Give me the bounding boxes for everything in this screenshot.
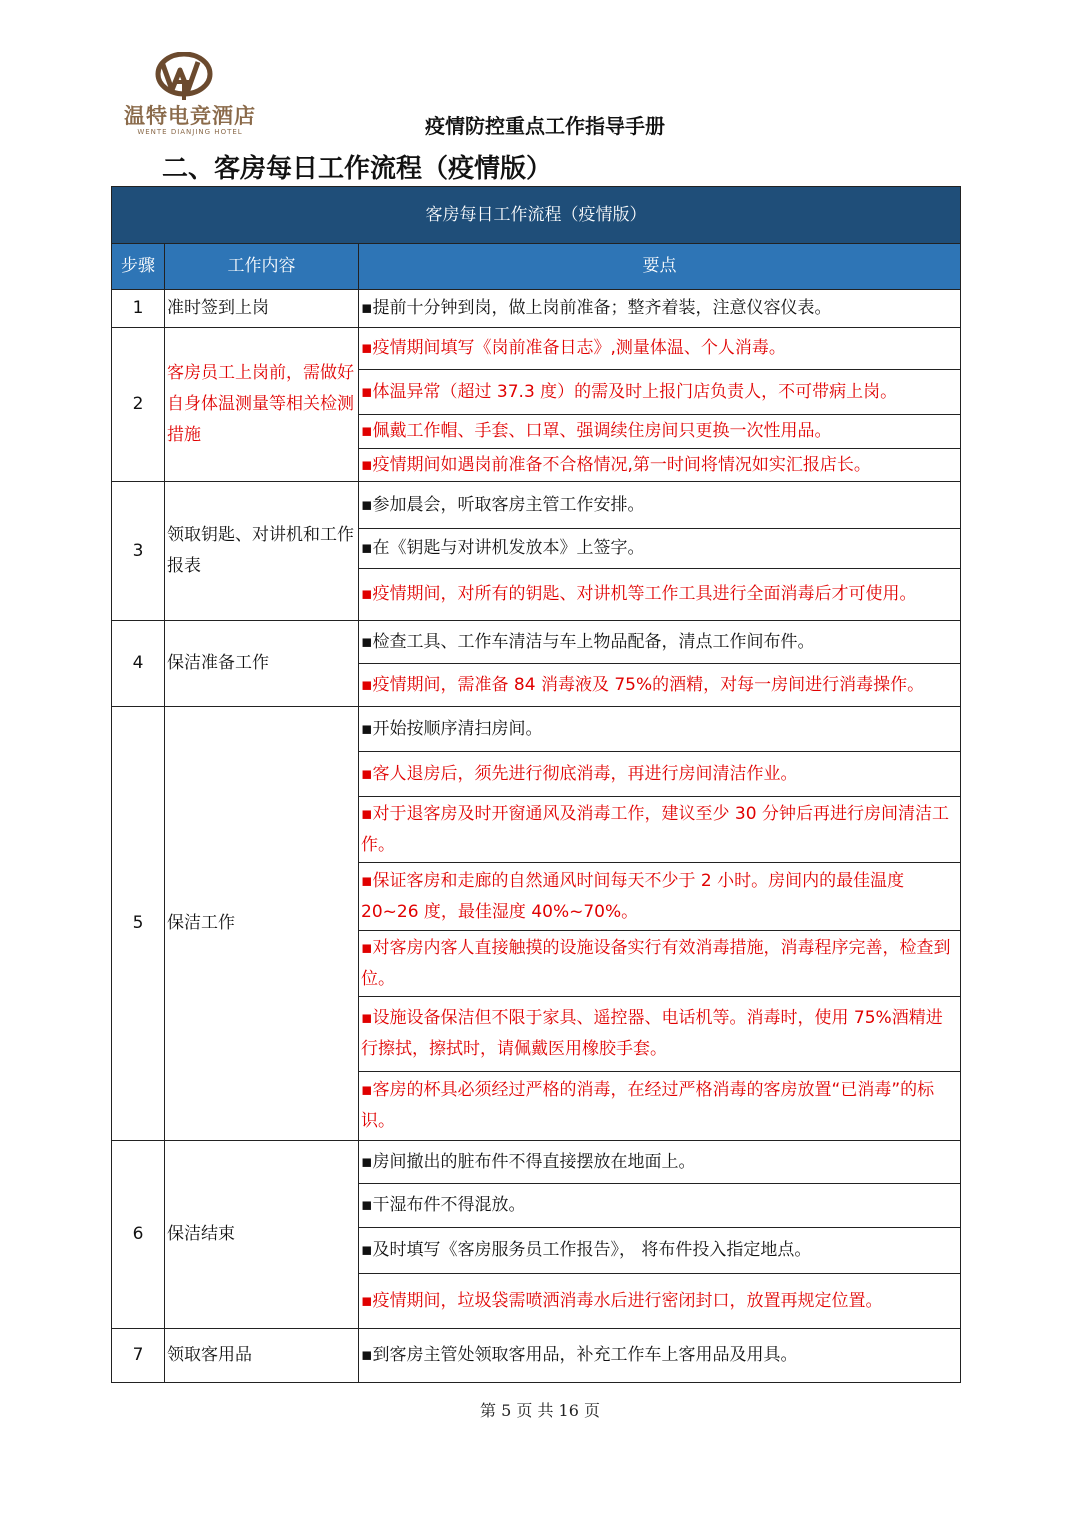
logo-text: 温特电竞酒店 xyxy=(124,104,256,128)
key-point: ▪开始按顺序清扫房间。 xyxy=(359,707,961,752)
key-point: ▪佩戴工作帽、手套、口罩、强调续住房间只更换一次性用品。 xyxy=(359,415,961,449)
work-content: 保洁结束 xyxy=(165,1141,359,1329)
key-point: ▪体温异常（超过 37.3 度）的需及时上报门店负责人，不可带病上岗。 xyxy=(359,370,961,415)
work-content: 客房员工上岗前，需做好自身体温测量等相关检测措施 xyxy=(165,328,359,482)
document-title: 疫情防控重点工作指导手册 xyxy=(425,114,665,138)
key-point: ▪疫情期间，垃圾袋需喷洒消毒水后进行密闭封口，放置再规定位置。 xyxy=(359,1274,961,1329)
key-point: ▪在《钥匙与对讲机发放本》上签字。 xyxy=(359,529,961,569)
key-point: ▪疫情期间，需准备 84 消毒液及 75%的酒精，对每一房间进行消毒操作。 xyxy=(359,664,961,707)
key-point: ▪疫情期间填写《岗前准备日志》,测量体温、个人消毒。 xyxy=(359,328,961,370)
key-point: ▪对于退客房及时开窗通风及消毒工作，建议至少 30 分钟后再进行房间清洁工作。 xyxy=(359,797,961,863)
key-point: ▪客人退房后，须先进行彻底消毒，再进行房间清洁作业。 xyxy=(359,752,961,797)
key-point: ▪提前十分钟到岗，做上岗前准备；整齐着装，注意仪容仪表。 xyxy=(359,290,961,328)
header-points: 要点 xyxy=(359,244,961,290)
key-point: ▪房间撤出的脏布件不得直接摆放在地面上。 xyxy=(359,1141,961,1184)
table-row xyxy=(112,1141,961,1184)
key-point: ▪到客房主管处领取客用品，补充工作车上客用品及用具。 xyxy=(359,1329,961,1383)
table-header-row xyxy=(112,244,961,290)
key-point: ▪对客房内客人直接触摸的设施设备实行有效消毒措施，消毒程序完善，检查到位。 xyxy=(359,931,961,997)
table-row xyxy=(112,482,961,529)
logo-subtext: WENTE DIANJING HOTEL xyxy=(137,128,243,136)
table-row xyxy=(112,707,961,752)
page-footer: 第 5 页 共 16 页 xyxy=(480,1401,600,1420)
key-point: ▪设施设备保洁但不限于家具、遥控器、电话机等。消毒时，使用 75%酒精进行擦拭，擦拭时，请佩戴医用橡胶手套。 xyxy=(359,997,961,1072)
key-point: ▪参加晨会，听取客房主管工作安排。 xyxy=(359,482,961,529)
step-number: 3 xyxy=(112,482,165,621)
work-content: 领取客用品 xyxy=(165,1329,359,1383)
section-title: 二、客房每日工作流程（疫情版） xyxy=(162,154,553,184)
key-point: ▪及时填写《客房服务员工作报告》， 将布件投入指定地点。 xyxy=(359,1228,961,1274)
hotel-logo xyxy=(110,52,270,134)
work-content: 保洁工作 xyxy=(165,707,359,1141)
header-content: 工作内容 xyxy=(165,244,359,290)
work-content: 领取钥匙、对讲机和工作报表 xyxy=(165,482,359,621)
step-number: 1 xyxy=(112,290,165,328)
table-banner-row xyxy=(112,187,961,244)
table-row xyxy=(112,1329,961,1383)
workflow-table xyxy=(111,186,961,1383)
table-row xyxy=(112,290,961,328)
header-step: 步骤 xyxy=(112,244,165,290)
step-number: 6 xyxy=(112,1141,165,1329)
step-number: 2 xyxy=(112,328,165,482)
key-point: ▪检查工具、工作车清洁与车上物品配备，清点工作间布件。 xyxy=(359,621,961,664)
table-banner: 客房每日工作流程（疫情版） xyxy=(112,187,961,244)
step-number: 4 xyxy=(112,621,165,707)
key-point: ▪干湿布件不得混放。 xyxy=(359,1184,961,1228)
key-point: ▪疫情期间，对所有的钥匙、对讲机等工作工具进行全面消毒后才可使用。 xyxy=(359,569,961,621)
key-point: ▪疫情期间如遇岗前准备不合格情况,第一时间将情况如实汇报店长。 xyxy=(359,449,961,482)
key-point: ▪保证客房和走廊的自然通风时间每天不少于 2 小时。房间内的最佳温度 20~26 度，最佳湿度 40%~70%。 xyxy=(359,863,961,931)
table-row xyxy=(112,328,961,370)
table-row xyxy=(112,621,961,664)
wt-logo-icon xyxy=(154,52,214,102)
work-content: 准时签到上岗 xyxy=(165,290,359,328)
step-number: 5 xyxy=(112,707,165,1141)
step-number: 7 xyxy=(112,1329,165,1383)
key-point: ▪客房的杯具必须经过严格的消毒，在经过严格消毒的客房放置“已消毒”的标识。 xyxy=(359,1072,961,1141)
work-content: 保洁准备工作 xyxy=(165,621,359,707)
